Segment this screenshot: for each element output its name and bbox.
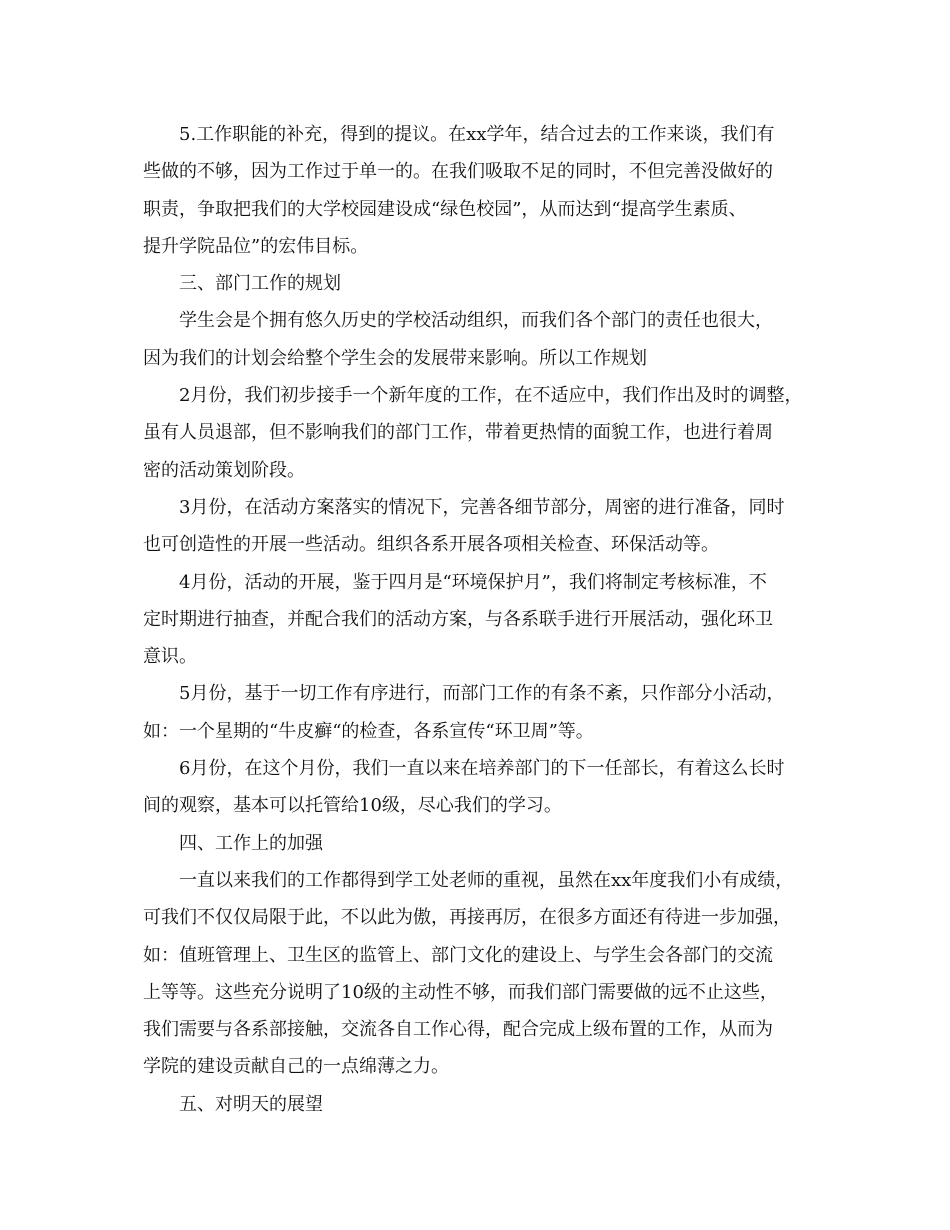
text-line: 3月份，在活动方案落实的情况下，完善各细节部分，周密的进行准备，同时 [179,496,785,518]
text-line: 四、工作上的加强 [179,832,323,854]
text-line: 5.工作职能的补充，得到的提议。在xx学年，结合过去的工作来谈，我们有 [179,124,775,145]
text-line: 职责，争取把我们的大学校园建设成“绿色校园”，从而达到“提高学生素质、 [143,198,747,220]
text-line: 密的活动策划阶段。 [143,459,305,481]
document-body [143,116,823,1123]
text-line: 定时期进行抽查，并配合我们的活动方案，与各系联手进行开展活动，强化环卫 [143,608,773,630]
text-line: 学生会是个拥有悠久历史的学校活动组织，而我们各个部门的责任也很大， [179,310,773,332]
text-line: 上等等。这些充分说明了10级的主动性不够，而我们部门需要做的远不止这些， [143,981,778,1003]
text-line: 三、部门工作的规划 [179,273,341,295]
text-line: 我们需要与各系部接触，交流各自工作心得，配合完成上级布置的工作，从而为 [143,1019,773,1041]
text-line: 一直以来我们的工作都得到学工处老师的重视，虽然在xx年度我们小有成绩， [179,869,794,891]
text-line: 意识。 [143,646,197,668]
text-line: 如：一个星期的“牛皮癣“的检查，各系宣传“环卫周”等。 [143,720,594,742]
text-line: 五、对明天的展望 [179,1093,323,1115]
text-line: 学院的建设贡献自己的一点绵薄之力。 [143,1056,449,1078]
text-line: 如：值班管理上、卫生区的监管上、部门文化的建设上、与学生会各部门的交流 [143,944,773,966]
text-line: 也可创造性的开展一些活动。组织各系开展各项相关检查、环保活动等。 [143,534,719,556]
text-line: 2月份，我们初步接手一个新年度的工作，在不适应中，我们作出及时的调整， [179,385,803,407]
text-line: 可我们不仅仅局限于此，不以此为傲，再接再厉，在很多方面还有待进一步加强， [143,907,791,929]
text-line: 4月份，活动的开展，鉴于四月是“环境保护月”，我们将制定考核标准，不 [179,571,767,593]
text-line: 提升学院品位”的宏伟目标。 [143,235,369,257]
text-line: 6月份，在这个月份，我们一直以来在培养部门的下一任部长，有着这么长时 [179,758,785,780]
text-line: 虽有人员退部，但不影响我们的部门工作，带着更热情的面貌工作，也进行着周 [143,422,773,444]
text-line: 些做的不够，因为工作过于单一的。在我们吸取不足的同时，不但完善没做好的 [143,161,773,183]
text-line: 因为我们的计划会给整个学生会的发展带来影响。所以工作规划 [143,347,647,369]
text-line: 间的观察，基本可以托管给10级，尽心我们的学习。 [143,795,562,817]
text-line: 5月份，基于一切工作有序进行，而部门工作的有条不紊，只作部分小活动， [179,683,785,705]
